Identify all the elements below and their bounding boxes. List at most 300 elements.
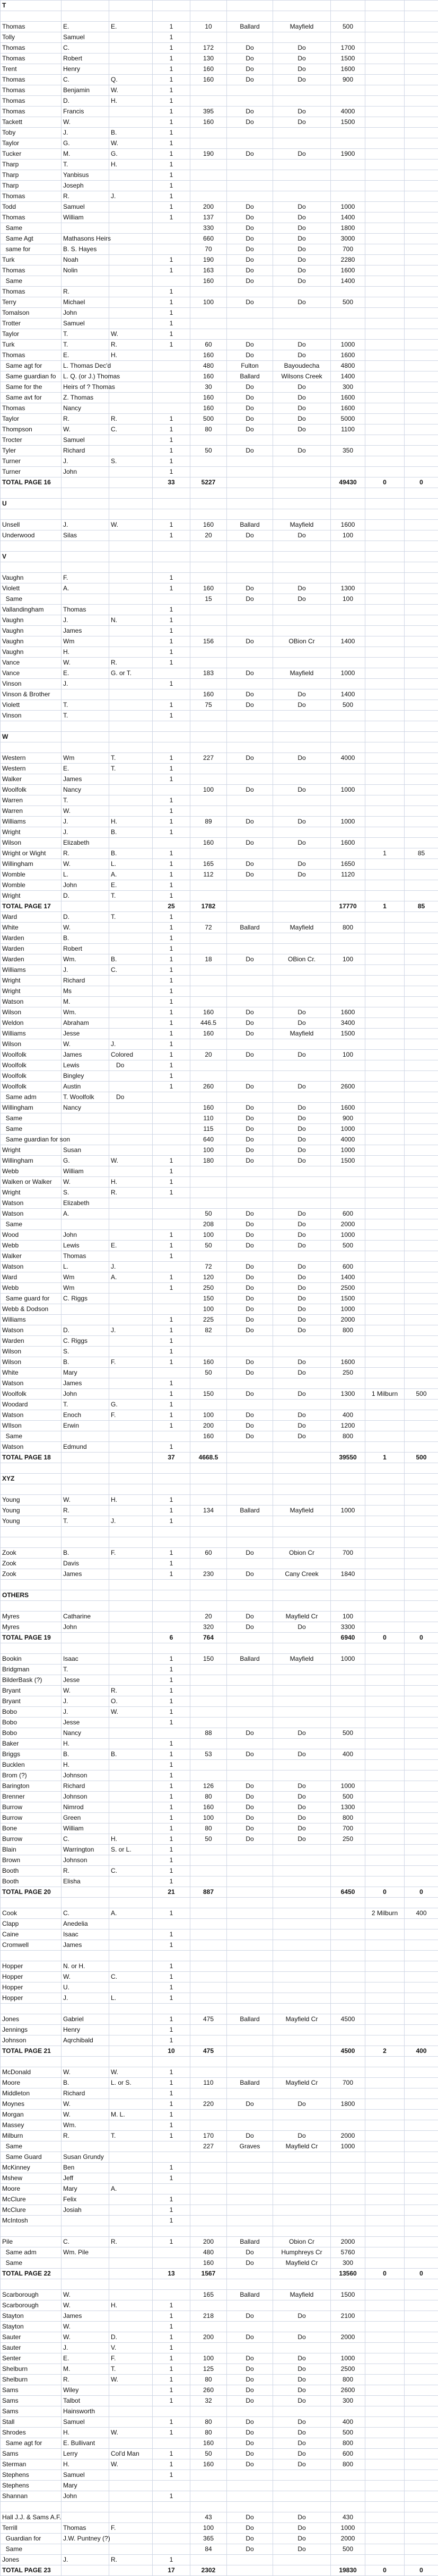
cell-acres[interactable]: 183 [190,668,227,679]
cell-acres[interactable] [190,944,227,954]
cell-extra-value[interactable] [405,817,438,827]
cell-given-name[interactable]: H. [62,2459,109,2470]
cell-value[interactable]: 4800 [331,361,365,371]
cell-extra-count[interactable] [365,1431,405,1442]
cell-given-name[interactable] [62,2279,109,2290]
cell-surname[interactable]: Moore [1,2184,62,2194]
cell-county[interactable]: Do [227,1421,273,1431]
cell-extra-count[interactable] [365,785,405,795]
cell-extra-count[interactable] [365,1262,405,1272]
cell-location[interactable]: Do [273,1315,331,1325]
cell-surname[interactable]: Same [1,1219,62,1230]
cell-initial[interactable]: F. [109,1357,153,1368]
cell-extra-value[interactable] [405,350,438,361]
cell-initial[interactable]: R. [109,658,153,668]
cell-acres[interactable] [190,96,227,107]
cell-value[interactable] [331,711,365,721]
cell-surname[interactable]: Webb [1,1283,62,1294]
cell-extra-value[interactable] [405,1876,438,1887]
cell-value[interactable]: 1000 [331,1654,365,1665]
cell-extra-value[interactable] [405,1166,438,1177]
cell-extra-value[interactable] [405,202,438,213]
cell-initial[interactable]: Col'd Man [109,2449,153,2459]
cell-count[interactable] [153,2226,190,2237]
cell-count[interactable]: 1 [153,1665,190,1675]
cell-location[interactable] [273,2046,331,2057]
cell-given-name[interactable]: J. [62,1993,109,2004]
cell-given-name[interactable]: Benjamin [62,85,109,96]
cell-count[interactable]: 1 [153,1410,190,1421]
cell-extra-count[interactable] [365,923,405,933]
cell-extra-count[interactable] [365,1283,405,1294]
cell-value[interactable]: 1600 [331,520,365,530]
cell-extra-count[interactable] [365,891,405,901]
cell-county[interactable]: Do [227,530,273,541]
cell-surname[interactable]: Terrill [1,2523,62,2534]
cell-given-name[interactable]: H. [62,647,109,658]
cell-extra-count[interactable] [365,2396,405,2406]
cell-count[interactable]: 1 [153,636,190,647]
cell-extra-count[interactable] [365,1982,405,1993]
cell-county[interactable] [227,1516,273,1527]
cell-initial[interactable] [109,1442,153,1453]
cell-extra-value[interactable] [405,308,438,318]
cell-given-name[interactable] [62,477,109,488]
cell-extra-count[interactable] [365,1548,405,1559]
cell-value[interactable]: 100 [331,530,365,541]
cell-initial[interactable] [109,1283,153,1294]
cell-acres[interactable] [190,562,227,573]
cell-extra-count[interactable] [365,350,405,361]
cell-surname[interactable]: Young [1,1495,62,1506]
cell-initial[interactable] [109,1145,153,1156]
cell-acres[interactable]: 887 [190,1887,227,1898]
cell-surname[interactable]: Same [1,223,62,234]
cell-acres[interactable] [190,128,227,138]
cell-surname[interactable]: Womble [1,880,62,891]
cell-acres[interactable]: 365 [190,2534,227,2544]
cell-surname[interactable]: Stephens [1,2470,62,2481]
cell-extra-value[interactable] [405,838,438,848]
cell-extra-value[interactable] [405,944,438,954]
cell-extra-value[interactable] [405,700,438,711]
cell-given-name[interactable] [62,2057,109,2067]
cell-surname[interactable]: Same [1,1431,62,1442]
cell-value[interactable] [331,848,365,859]
cell-acres[interactable]: 160 [190,117,227,128]
cell-acres[interactable] [190,1177,227,1188]
cell-extra-count[interactable] [365,1230,405,1241]
cell-county[interactable] [227,2565,273,2576]
cell-value[interactable] [331,2406,365,2417]
cell-given-name[interactable]: L. Q. (or J.) Thomas [62,371,109,382]
cell-count[interactable]: 1 [153,1739,190,1749]
cell-count[interactable] [153,11,190,22]
cell-extra-count[interactable] [365,2555,405,2565]
cell-extra-value[interactable] [405,2088,438,2099]
cell-county[interactable]: Do [227,1813,273,1823]
cell-surname[interactable]: Warden [1,944,62,954]
cell-extra-value[interactable] [405,2470,438,2481]
cell-extra-value[interactable]: 400 [405,1908,438,1919]
cell-value[interactable] [331,1951,365,1961]
cell-surname[interactable]: TOTAL PAGE 23 [1,2565,62,2576]
cell-value[interactable] [331,1060,365,1071]
cell-count[interactable]: 10 [153,2046,190,2057]
cell-acres[interactable] [190,160,227,170]
cell-extra-value[interactable] [405,2131,438,2141]
cell-count[interactable]: 1 [153,2470,190,2481]
cell-county[interactable]: Ballard [227,22,273,32]
cell-value[interactable]: 1840 [331,1569,365,1580]
cell-acres[interactable]: 200 [190,2237,227,2247]
cell-location[interactable]: Wilsons Creek [273,371,331,382]
cell-count[interactable]: 1 [153,329,190,340]
cell-extra-count[interactable] [365,1124,405,1135]
cell-initial[interactable] [109,2385,153,2396]
cell-initial[interactable] [109,2311,153,2322]
cell-initial[interactable] [109,1251,153,1262]
cell-given-name[interactable]: E. [62,668,109,679]
cell-surname[interactable] [1,2004,62,2014]
cell-extra-count[interactable] [365,1855,405,1866]
cell-surname[interactable]: Burrow [1,1813,62,1823]
cell-location[interactable] [273,2163,331,2173]
cell-given-name[interactable]: B. [62,1357,109,1368]
cell-county[interactable]: Do [227,1283,273,1294]
cell-surname[interactable]: Wood [1,1230,62,1241]
cell-surname[interactable]: Tharp [1,181,62,191]
cell-extra-value[interactable] [405,1283,438,1294]
cell-location[interactable] [273,1453,331,1463]
cell-initial[interactable] [109,1718,153,1728]
cell-county[interactable] [227,901,273,912]
cell-value[interactable]: 1600 [331,393,365,403]
cell-location[interactable] [273,1060,331,1071]
cell-initial[interactable] [109,1813,153,1823]
cell-extra-value[interactable] [405,2332,438,2343]
cell-county[interactable] [227,287,273,297]
cell-extra-value[interactable] [405,1156,438,1166]
cell-location[interactable] [273,1188,331,1198]
cell-given-name[interactable] [62,1463,109,1474]
cell-count[interactable]: 1 [153,2322,190,2332]
cell-extra-count[interactable] [365,2544,405,2555]
cell-county[interactable] [227,1707,273,1718]
cell-surname[interactable]: Brown [1,1855,62,1866]
cell-extra-count[interactable] [365,2343,405,2353]
cell-county[interactable] [227,1760,273,1771]
cell-acres[interactable]: 120 [190,1272,227,1283]
cell-initial[interactable] [109,1294,153,1304]
cell-county[interactable]: Do [227,149,273,160]
cell-surname[interactable]: Vance [1,668,62,679]
cell-given-name[interactable]: James [62,1940,109,1951]
cell-extra-value[interactable] [405,1198,438,1209]
cell-extra-value[interactable] [405,2534,438,2544]
cell-acres[interactable] [190,435,227,446]
cell-extra-count[interactable] [365,1336,405,1347]
cell-count[interactable] [153,562,190,573]
cell-extra-count[interactable] [365,753,405,764]
cell-county[interactable]: Do [227,64,273,75]
cell-location[interactable]: Do [273,1262,331,1272]
cell-county[interactable]: Do [227,403,273,414]
cell-surname[interactable]: Sterman [1,2459,62,2470]
cell-location[interactable] [273,827,331,838]
cell-extra-value[interactable] [405,382,438,393]
cell-extra-value[interactable] [405,2491,438,2502]
cell-given-name[interactable]: Nancy [62,1728,109,1739]
cell-given-name[interactable]: Wm [62,753,109,764]
cell-count[interactable] [153,2057,190,2067]
cell-given-name[interactable]: C. Riggs [62,1336,109,1347]
cell-surname[interactable]: Caine [1,1929,62,1940]
cell-extra-value[interactable] [405,1622,438,1633]
cell-county[interactable] [227,1251,273,1262]
cell-extra-value[interactable]: 500 [405,1453,438,1463]
cell-county[interactable] [227,679,273,689]
cell-value[interactable] [331,287,365,297]
cell-extra-count[interactable] [365,265,405,276]
cell-extra-value[interactable] [405,223,438,234]
cell-value[interactable] [331,562,365,573]
cell-extra-value[interactable] [405,2173,438,2184]
cell-count[interactable]: 1 [153,658,190,668]
cell-acres[interactable] [190,1060,227,1071]
cell-extra-count[interactable] [365,22,405,32]
cell-value[interactable]: 500 [331,1241,365,1251]
cell-extra-value[interactable] [405,2385,438,2396]
cell-count[interactable]: 1 [153,827,190,838]
cell-county[interactable]: Do [227,1410,273,1421]
cell-extra-count[interactable] [365,2385,405,2396]
cell-value[interactable]: 800 [331,923,365,933]
cell-extra-count[interactable]: 1 [365,901,405,912]
cell-acres[interactable] [190,1601,227,1612]
cell-county[interactable]: Do [227,1389,273,1400]
cell-extra-value[interactable] [405,2247,438,2258]
cell-extra-value[interactable] [405,2194,438,2205]
cell-location[interactable]: Do [273,1813,331,1823]
cell-acres[interactable]: 160 [190,1357,227,1368]
cell-extra-value[interactable] [405,1982,438,1993]
cell-county[interactable]: Do [227,244,273,255]
cell-county[interactable] [227,1039,273,1050]
cell-county[interactable] [227,467,273,477]
cell-count[interactable]: 1 [153,2375,190,2385]
cell-location[interactable]: Do [273,594,331,605]
cell-extra-count[interactable] [365,2120,405,2131]
cell-extra-count[interactable] [365,859,405,870]
cell-count[interactable]: 1 [153,944,190,954]
cell-extra-count[interactable] [365,552,405,562]
cell-county[interactable] [227,541,273,552]
cell-county[interactable]: Do [227,107,273,117]
cell-value[interactable] [331,329,365,340]
cell-extra-value[interactable] [405,1781,438,1792]
cell-surname[interactable]: Senter [1,2353,62,2364]
cell-acres[interactable]: 70 [190,244,227,255]
cell-value[interactable]: 1600 [331,350,365,361]
cell-county[interactable] [227,488,273,499]
cell-extra-value[interactable] [405,75,438,85]
cell-surname[interactable]: XYZ [1,1474,62,1484]
cell-extra-count[interactable] [365,1898,405,1908]
cell-county[interactable]: Do [227,2131,273,2141]
cell-initial[interactable] [109,1506,153,1516]
cell-extra-count[interactable] [365,626,405,636]
cell-acres[interactable] [190,1771,227,1781]
cell-count[interactable] [153,371,190,382]
cell-extra-value[interactable] [405,2279,438,2290]
cell-surname[interactable]: Turner [1,456,62,467]
cell-extra-count[interactable] [365,764,405,774]
cell-given-name[interactable]: C. [62,43,109,54]
cell-initial[interactable] [109,2258,153,2269]
cell-given-name[interactable]: Johnson [62,1855,109,1866]
cell-value[interactable]: 900 [331,1113,365,1124]
cell-extra-value[interactable] [405,1866,438,1876]
cell-given-name[interactable]: R. [62,2131,109,2141]
cell-acres[interactable] [190,85,227,96]
cell-extra-count[interactable] [365,393,405,403]
cell-given-name[interactable]: James [62,774,109,785]
cell-initial[interactable] [109,774,153,785]
cell-location[interactable] [273,1675,331,1686]
cell-extra-count[interactable] [365,107,405,117]
cell-acres[interactable] [190,912,227,923]
cell-count[interactable]: 1 [153,1654,190,1665]
cell-count[interactable] [153,223,190,234]
cell-acres[interactable] [190,1347,227,1357]
cell-acres[interactable] [190,965,227,976]
cell-initial[interactable] [109,64,153,75]
cell-surname[interactable]: Webb [1,1241,62,1251]
cell-initial[interactable] [109,1,153,11]
cell-county[interactable] [227,626,273,636]
cell-given-name[interactable] [62,1,109,11]
cell-extra-count[interactable] [365,1050,405,1060]
cell-value[interactable]: 1400 [331,1272,365,1283]
cell-value[interactable] [331,435,365,446]
cell-location[interactable] [273,2343,331,2353]
cell-county[interactable]: Do [227,1007,273,1018]
cell-value[interactable]: 800 [331,2438,365,2449]
cell-extra-value[interactable] [405,2364,438,2375]
cell-county[interactable]: Do [227,1569,273,1580]
cell-extra-count[interactable] [365,2226,405,2237]
cell-location[interactable]: Do [273,1135,331,1145]
cell-given-name[interactable]: W. [62,1039,109,1050]
cell-extra-value[interactable] [405,403,438,414]
cell-surname[interactable]: Trent [1,64,62,75]
cell-count[interactable]: 25 [153,901,190,912]
cell-value[interactable] [331,997,365,1007]
cell-acres[interactable]: 160 [190,393,227,403]
cell-extra-count[interactable] [365,2523,405,2534]
cell-county[interactable] [227,2120,273,2131]
cell-given-name[interactable] [62,2544,109,2555]
cell-location[interactable]: Do [273,64,331,75]
cell-location[interactable] [273,170,331,181]
cell-given-name[interactable]: W. [62,1972,109,1982]
cell-location[interactable] [273,1,331,11]
cell-count[interactable]: 1 [153,1495,190,1506]
cell-initial[interactable] [109,1898,153,1908]
cell-acres[interactable] [190,721,227,732]
cell-extra-count[interactable] [365,2300,405,2311]
cell-acres[interactable]: 200 [190,2332,227,2343]
cell-extra-value[interactable]: 0 [405,1633,438,1643]
cell-initial[interactable]: W. [109,138,153,149]
cell-count[interactable]: 1 [153,711,190,721]
cell-value[interactable]: 100 [331,1050,365,1060]
cell-acres[interactable]: 220 [190,2099,227,2110]
cell-county[interactable] [227,1537,273,1548]
cell-initial[interactable] [109,1643,153,1654]
cell-count[interactable]: 1 [153,2417,190,2428]
cell-given-name[interactable]: A. [62,583,109,594]
cell-given-name[interactable]: Wm [62,636,109,647]
cell-initial[interactable] [109,1474,153,1484]
cell-value[interactable]: 500 [331,1792,365,1802]
cell-value[interactable] [331,2173,365,2184]
cell-surname[interactable]: Booth [1,1866,62,1876]
cell-value[interactable]: 500 [331,22,365,32]
cell-location[interactable] [273,2279,331,2290]
cell-value[interactable] [331,1665,365,1675]
cell-initial[interactable] [109,2014,153,2025]
cell-acres[interactable] [190,1940,227,1951]
cell-initial[interactable] [109,552,153,562]
cell-value[interactable]: 2000 [331,2332,365,2343]
cell-extra-count[interactable] [365,1400,405,1410]
cell-value[interactable] [331,1919,365,1929]
cell-value[interactable] [331,138,365,149]
cell-count[interactable] [153,668,190,679]
cell-extra-value[interactable] [405,658,438,668]
cell-extra-count[interactable] [365,647,405,658]
cell-given-name[interactable]: Elisha [62,1876,109,1887]
cell-given-name[interactable]: W. [62,2290,109,2300]
cell-value[interactable]: 600 [331,1262,365,1272]
cell-location[interactable]: Do [273,2364,331,2375]
cell-county[interactable] [227,2025,273,2035]
cell-extra-value[interactable] [405,43,438,54]
cell-value[interactable]: 2100 [331,2311,365,2322]
cell-acres[interactable]: 100 [190,297,227,308]
cell-initial[interactable]: C. [109,424,153,435]
cell-count[interactable] [153,2481,190,2491]
cell-extra-count[interactable] [365,1781,405,1792]
cell-value[interactable] [331,1463,365,1474]
cell-extra-value[interactable] [405,1050,438,1060]
cell-count[interactable] [153,1209,190,1219]
cell-extra-value[interactable] [405,1442,438,1453]
cell-acres[interactable]: 475 [190,2046,227,2057]
cell-county[interactable]: Do [227,1781,273,1792]
cell-initial[interactable] [109,499,153,509]
cell-acres[interactable] [190,456,227,467]
cell-location[interactable]: Do [273,1325,331,1336]
cell-acres[interactable]: 100 [190,2353,227,2364]
cell-location[interactable]: Do [273,403,331,414]
cell-acres[interactable] [190,2343,227,2353]
cell-count[interactable] [153,1474,190,1484]
cell-county[interactable]: Do [227,382,273,393]
cell-initial[interactable] [109,933,153,944]
